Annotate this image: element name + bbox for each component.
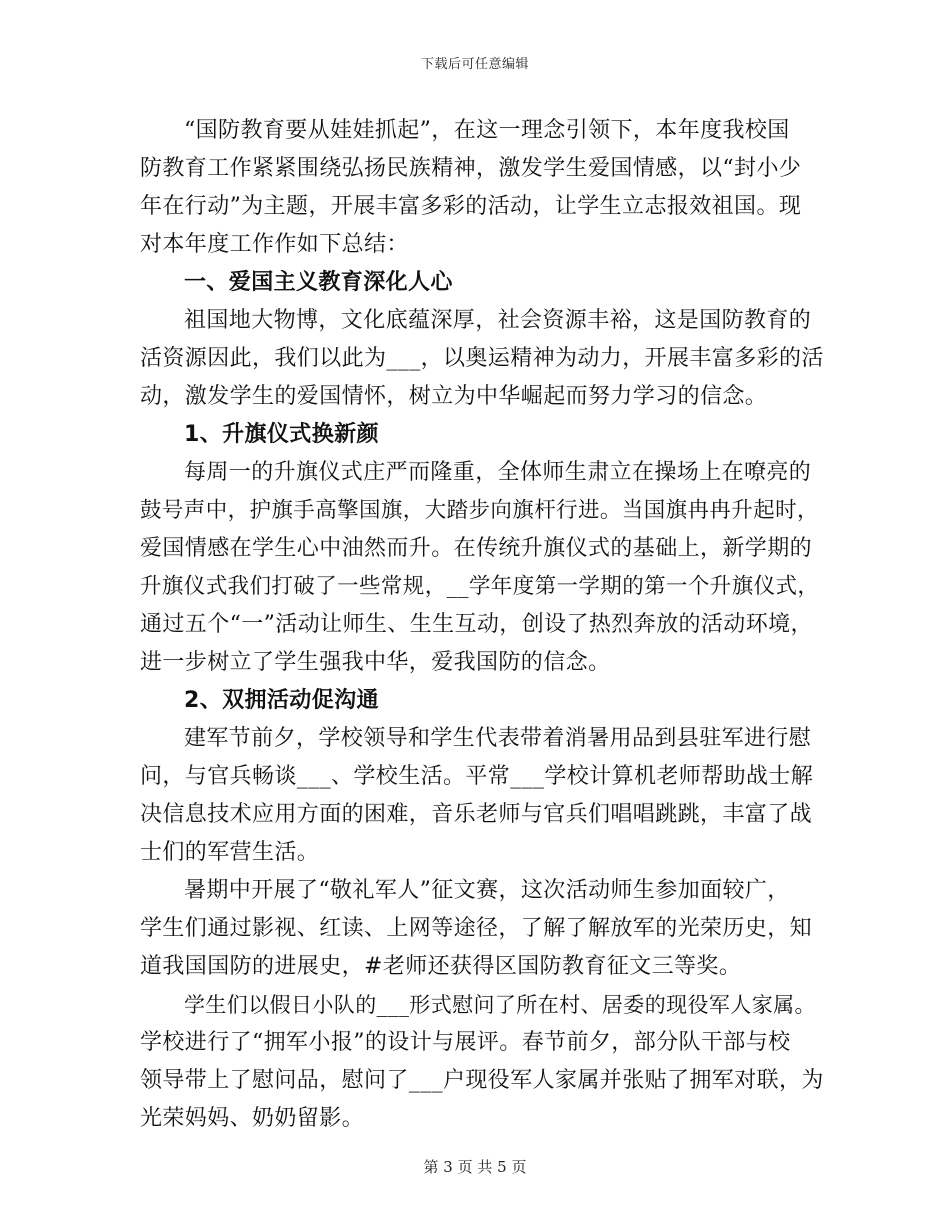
text-line: 活资源因此，我们以此为___，以奥运精神为动力，开展丰富多彩的活	[140, 346, 824, 371]
section-heading: 1、升旗仪式换新颜	[184, 422, 379, 447]
text-line: 对本年度工作作如下总结：	[140, 232, 409, 257]
text-line: 士们的军营生活。	[140, 840, 320, 865]
text-line: 道我国国防的进展史，#老师还获得区国防教育征文三等奖。	[140, 954, 742, 979]
text-line: 祖国地大物博，文化底蕴深厚，社会资源丰裕，这是国防教育的	[184, 308, 812, 333]
text-line: 每周一的升旗仪式庄严而隆重，全体师生肃立在操场上在嘹亮的	[184, 460, 812, 485]
text-line: 暑期中开展了“敬礼军人”征文赛，这次活动师生参加面较广，	[184, 878, 790, 903]
text-line: 领导带上了慰问品，慰问了___户现役军人家属并张贴了拥军对联，为	[140, 1068, 824, 1093]
text-line: 动，激发学生的爱国情怀，树立为中华崛起而努力学习的信念。	[140, 384, 768, 409]
text-line: 建军节前夕，学校领导和学生代表带着消暑用品到县驻军进行慰	[184, 726, 812, 751]
section-heading: 2、双拥活动促沟通	[184, 688, 379, 713]
text-line: 鼓号声中，护旗手高擎国旗，大踏步向旗杆行进。当国旗冉冉升起时，	[140, 498, 819, 523]
text-line: 学校进行了“拥军小报”的设计与展评。春节前夕，部分队干部与校	[140, 1030, 791, 1055]
text-line: 爱国情感在学生心中油然而升。在传统升旗仪式的基础上，新学期的	[140, 536, 813, 561]
text-line: 通过五个“一”活动让师生、生生互动，创设了热烈奔放的活动环境，	[140, 612, 813, 637]
text-line: 光荣妈妈、奶奶留影。	[140, 1106, 365, 1131]
page-header: 下载后可任意编辑	[420, 57, 529, 72]
text-line: 学生们以假日小队的___形式慰问了所在村、居委的现役军人家属。	[184, 993, 816, 1017]
section-heading: 一、爱国主义教育深化人心	[184, 270, 453, 295]
document-body	[140, 112, 830, 1138]
text-line: 学生们通过影视、红读、上网等途径，了解了解放军的光荣历史，知	[140, 916, 813, 941]
text-line: 决信息技术应用方面的困难，音乐老师与官兵们唱唱跳跳，丰富了战	[140, 802, 813, 827]
text-line: 进一步树立了学生强我中华，爱我国防的信念。	[140, 650, 611, 675]
text-line: 升旗仪式我们打破了一些常规，__学年度第一学期的第一个升旗仪式，	[140, 574, 820, 599]
text-line: “国防教育要从娃娃抓起”，在这一理念引领下，本年度我校国	[184, 118, 790, 143]
text-line: 问，与官兵畅谈___、学校生活。平常___学校计算机老师帮助战士解	[140, 764, 814, 789]
text-line: 防教育工作紧紧围绕弘扬民族精神，激发学生爱国情感，以“封小少	[140, 156, 802, 181]
text-line: 年在行动”为主题，开展丰富多彩的活动，让学生立志报效祖国。现	[140, 194, 802, 219]
page-number-footer: 第 3 页 共 5 页	[423, 1158, 527, 1176]
